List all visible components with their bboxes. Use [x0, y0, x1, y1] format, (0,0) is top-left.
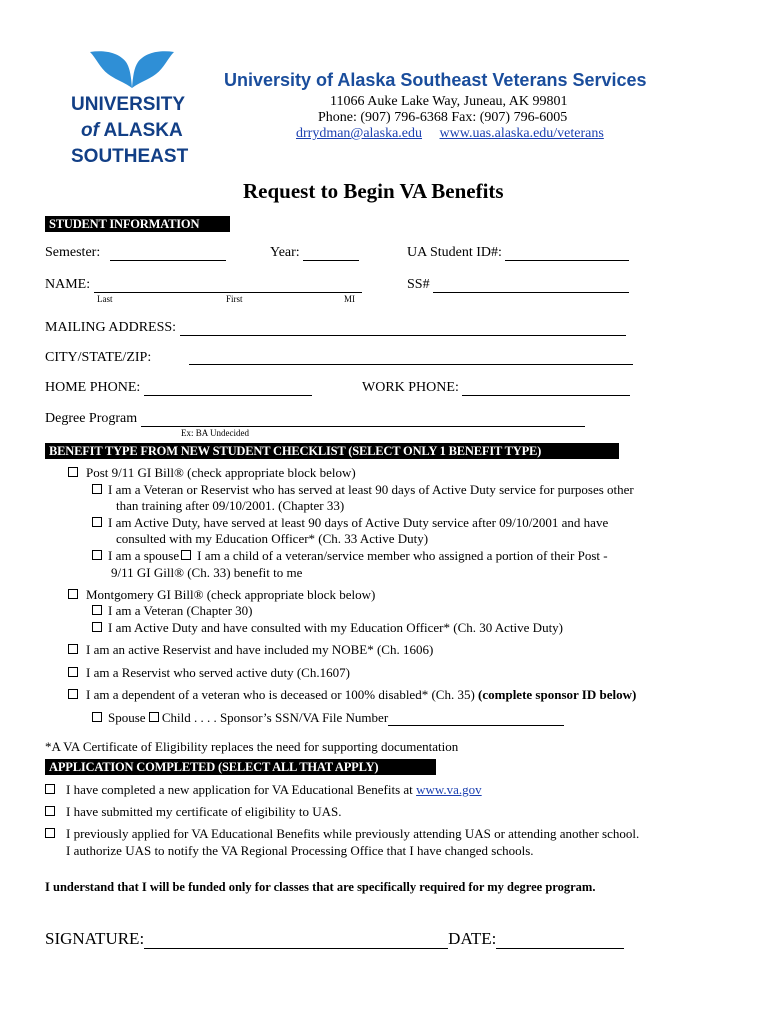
degree-example: Ex: BA Undecided: [181, 428, 249, 438]
app-new-label: I have completed a new application for VA Educational Benefits at: [66, 782, 413, 797]
logo-line-alaska: [81, 118, 183, 144]
post911-checkbox[interactable]: [68, 467, 78, 477]
header-phone: Phone: (907) 796-6368 Fax: (907) 796-6005: [318, 110, 568, 125]
mgib-option[interactable]: [68, 587, 375, 603]
work-phone-label: WORK PHONE:: [362, 380, 459, 395]
post911-spouse-checkbox[interactable]: [92, 550, 102, 560]
reservist-1607-checkbox[interactable]: [68, 667, 78, 677]
post911-child-checkbox[interactable]: [181, 550, 191, 560]
mailing-input[interactable]: [180, 321, 626, 336]
mgib-label: Montgomery GI Bill® (check appropriate block below): [86, 587, 376, 602]
post911-spouse-label: I am a spouse: [108, 548, 180, 563]
post911-dependent-option: [92, 548, 608, 564]
reservist-1607-option[interactable]: [68, 665, 350, 681]
post911-label: Post 9/11 GI Bill® (check appropriate block below): [86, 465, 356, 480]
reservist-nobe-option[interactable]: [68, 642, 433, 658]
sponsor-spouse-label: Spouse: [108, 710, 146, 725]
city-input[interactable]: [189, 350, 633, 365]
degree-input[interactable]: [141, 412, 585, 427]
header-title: University of Alaska Southeast Veterans Services: [224, 70, 647, 90]
year-input[interactable]: [303, 246, 359, 261]
ssn-input[interactable]: [433, 278, 629, 293]
post911-option[interactable]: [68, 465, 356, 481]
app-prev-authorize: I authorize UAS to notify the VA Regional Processing Office that I have changed schools.: [66, 843, 534, 858]
home-phone-field: [45, 380, 312, 396]
application-banner: APPLICATION COMPLETED (SELECT ALL THAT APPLY): [45, 759, 436, 775]
header-address: 11066 Auke Lake Way, Juneau, AK 99801: [330, 94, 568, 109]
website-link[interactable]: www.uas.alaska.edu/veterans: [439, 126, 604, 141]
post911-active-label: I am Active Duty, have served at least 90 days of Active Duty service after 09/10/2001 and have: [108, 515, 609, 530]
year-label: Year:: [270, 245, 300, 260]
logo-line-southeast: SOUTHEAST: [71, 146, 189, 167]
app-new-option[interactable]: [45, 782, 482, 798]
app-coe-option[interactable]: [45, 804, 341, 820]
mgib-active-checkbox[interactable]: [92, 622, 102, 632]
mgib-veteran-checkbox[interactable]: [92, 605, 102, 615]
work-phone-input[interactable]: [462, 381, 630, 396]
sponsor-ssn-input[interactable]: [388, 713, 564, 726]
mgib-active-option[interactable]: [92, 620, 563, 636]
dependent-option[interactable]: [68, 687, 636, 703]
sponsor-child-label: Child . . . . Sponsor’s SSN/VA File Number: [161, 710, 389, 725]
ua-id-input[interactable]: [505, 246, 629, 261]
ua-id-label: UA Student ID#:: [407, 245, 502, 260]
post911-veteran-checkbox[interactable]: [92, 484, 102, 494]
sponsor-spouse-checkbox[interactable]: [92, 712, 102, 722]
logo-of: of: [81, 120, 99, 141]
app-coe-label: I have submitted my certificate of eligibility to UAS.: [66, 804, 342, 819]
home-phone-label: HOME PHONE:: [45, 380, 141, 395]
va-gov-link[interactable]: www.va.gov: [416, 782, 482, 797]
app-coe-checkbox[interactable]: [45, 806, 55, 816]
benefit-banner: BENEFIT TYPE FROM NEW STUDENT CHECKLIST (SELECT ONLY 1 BENEFIT TYPE): [45, 443, 619, 459]
student-info-banner: STUDENT INFORMATION: [45, 216, 230, 232]
date-label: DATE:: [448, 929, 497, 948]
mailing-label: MAILING ADDRESS:: [45, 320, 177, 335]
post911-veteran-option[interactable]: [92, 482, 634, 498]
reservist-nobe-label: I am an active Reservist and have included my NOBE* (Ch. 1606): [86, 642, 434, 657]
work-phone-field: [362, 380, 630, 396]
sponsor-child-checkbox[interactable]: [149, 712, 159, 722]
app-prev-option[interactable]: [45, 826, 639, 842]
ssn-field: [407, 277, 629, 293]
ssn-label: SS#: [407, 277, 430, 292]
app-new-checkbox[interactable]: [45, 784, 55, 794]
post911-active-label-cont: consulted with my Education Officer* (Ch. 33 Active Duty): [116, 531, 429, 546]
mi-hint: MI: [344, 294, 355, 304]
post911-child-label: I am a child of a veteran/service member who assigned a portion of their Post -: [197, 548, 608, 563]
dependent-label: I am a dependent of a veteran who is deceased or 100% disabled* (Ch. 35): [86, 687, 475, 702]
city-label: CITY/STATE/ZIP:: [45, 350, 152, 365]
post911-active-checkbox[interactable]: [92, 517, 102, 527]
reservist-nobe-checkbox[interactable]: [68, 644, 78, 654]
date-input[interactable]: [496, 932, 624, 949]
first-hint: First: [226, 294, 243, 304]
signature-label: SIGNATURE:: [45, 929, 145, 948]
form-title: Request to Begin VA Benefits: [243, 179, 504, 203]
semester-field: [45, 245, 226, 261]
home-phone-input[interactable]: [144, 381, 312, 396]
mgib-checkbox[interactable]: [68, 589, 78, 599]
mgib-veteran-label: I am a Veteran (Chapter 30): [108, 603, 253, 618]
name-input[interactable]: [94, 278, 362, 293]
dependent-checkbox[interactable]: [68, 689, 78, 699]
degree-label: Degree Program: [45, 411, 138, 426]
post911-veteran-label-cont: than training after 09/10/2001. (Chapter 33): [116, 498, 345, 513]
logo-line-university: UNIVERSITY: [71, 94, 186, 115]
semester-input[interactable]: [110, 246, 226, 261]
signature-input[interactable]: [144, 932, 448, 949]
post911-child-label-cont: 9/11 GI Gill® (Ch. 33) benefit to me: [111, 565, 303, 580]
whale-tail-icon: [88, 46, 176, 90]
signature-field: [45, 929, 624, 949]
semester-label: Semester:: [45, 245, 101, 260]
coe-footnote: *A VA Certificate of Eligibility replaces the need for supporting documentation: [45, 739, 459, 754]
mailing-field: [45, 320, 626, 336]
name-label: NAME:: [45, 277, 91, 292]
last-hint: Last: [97, 294, 113, 304]
reservist-1607-label: I am a Reservist who served active duty (Ch.1607): [86, 665, 350, 680]
email-link[interactable]: drrydman@alaska.edu: [296, 126, 423, 141]
ua-id-field: [407, 245, 629, 261]
understand-statement: I understand that I will be funded only for classes that are specifically required for my degree program.: [45, 880, 596, 894]
app-prev-label: I previously applied for VA Educational Benefits while previously attending UAS or attending another school.: [66, 826, 640, 841]
mgib-active-label: I am Active Duty and have consulted with my Education Officer* (Ch. 30 Active Duty): [108, 620, 564, 635]
mgib-veteran-option[interactable]: [92, 603, 253, 619]
logo-alaska: ALASKA: [103, 120, 183, 141]
name-field: [45, 277, 362, 293]
post911-active-option[interactable]: [92, 515, 608, 531]
degree-field: [45, 411, 585, 427]
dependent-note: (complete sponsor ID below): [478, 687, 637, 702]
year-field: [270, 245, 359, 261]
app-prev-checkbox[interactable]: [45, 828, 55, 838]
sponsor-field: [92, 710, 564, 726]
post911-veteran-label: I am a Veteran or Reservist who has served at least 90 days of Active Duty service for purposes other: [108, 482, 634, 497]
